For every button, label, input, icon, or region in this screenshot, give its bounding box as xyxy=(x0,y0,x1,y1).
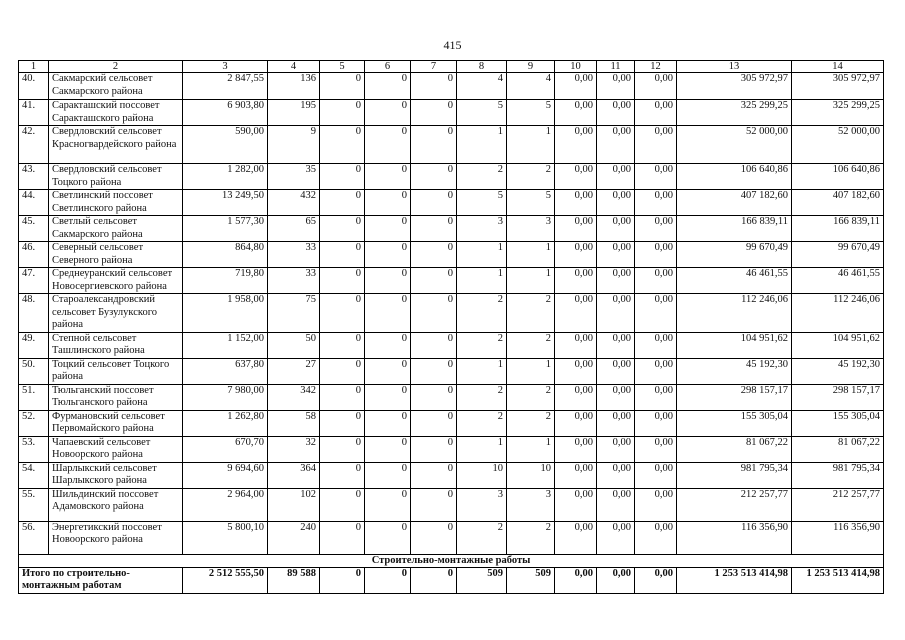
cell-c13: 45 192,30 xyxy=(677,358,792,384)
cell-c11: 0,00 xyxy=(597,410,635,436)
cell-c14: 81 067,22 xyxy=(792,436,884,462)
cell-c13: 212 257,77 xyxy=(677,488,792,521)
cell-c3: 864,80 xyxy=(183,242,268,268)
municipality-name: Фурмановский сельсовет Первомайского района xyxy=(49,410,183,436)
cell-c12: 0,00 xyxy=(635,332,677,358)
page-number: 415 xyxy=(443,38,462,52)
cell-c9: 4 xyxy=(507,73,555,100)
table-row xyxy=(19,436,884,462)
cell-c5: 0 xyxy=(320,384,365,410)
table-row xyxy=(19,100,884,126)
total-row xyxy=(19,567,884,593)
cell-c11: 0,00 xyxy=(597,164,635,190)
column-header: 13 xyxy=(677,61,792,73)
municipality-name: Шильдинский поссовет Адамовского района xyxy=(49,488,183,521)
cell-c11: 0,00 xyxy=(597,488,635,521)
cell-c10: 0,00 xyxy=(555,190,597,216)
cell-c10: 0,00 xyxy=(555,216,597,242)
cell-c7: 0 xyxy=(411,294,457,333)
cell-c13: 116 356,90 xyxy=(677,521,792,554)
cell-c12: 0,00 xyxy=(635,216,677,242)
cell-c14: 104 951,62 xyxy=(792,332,884,358)
cell-c11: 0,00 xyxy=(597,462,635,488)
column-header: 2 xyxy=(49,61,183,73)
cell-c4: 342 xyxy=(268,384,320,410)
cell-c13: 325 299,25 xyxy=(677,100,792,126)
cell-c10: 0,00 xyxy=(555,358,597,384)
cell-c5: 0 xyxy=(320,190,365,216)
municipality-name: Свердловский сельсовет Тоцкого района xyxy=(49,164,183,190)
cell-c6: 0 xyxy=(365,242,411,268)
cell-c10: 0,00 xyxy=(555,242,597,268)
cell-c10: 0,00 xyxy=(555,164,597,190)
cell-c11: 0,00 xyxy=(597,126,635,164)
cell-c5: 0 xyxy=(320,216,365,242)
cell-c10: 0,00 xyxy=(555,73,597,100)
cell-c12: 0,00 xyxy=(635,358,677,384)
cell-c7: 0 xyxy=(411,268,457,294)
total-cell-c5: 0 xyxy=(320,567,365,593)
cell-c14: 981 795,34 xyxy=(792,462,884,488)
cell-c9: 5 xyxy=(507,190,555,216)
cell-c5: 0 xyxy=(320,410,365,436)
cell-c8: 1 xyxy=(457,268,507,294)
cell-c5: 0 xyxy=(320,126,365,164)
cell-c13: 298 157,17 xyxy=(677,384,792,410)
data-table xyxy=(18,60,884,594)
cell-c3: 1 958,00 xyxy=(183,294,268,333)
cell-c8: 10 xyxy=(457,462,507,488)
cell-c8: 2 xyxy=(457,384,507,410)
total-cell-c11: 0,00 xyxy=(597,567,635,593)
cell-c11: 0,00 xyxy=(597,436,635,462)
cell-c14: 212 257,77 xyxy=(792,488,884,521)
cell-c13: 407 182,60 xyxy=(677,190,792,216)
cell-c11: 0,00 xyxy=(597,216,635,242)
cell-c5: 0 xyxy=(320,358,365,384)
cell-c7: 0 xyxy=(411,100,457,126)
cell-c13: 46 461,55 xyxy=(677,268,792,294)
cell-c3: 7 980,00 xyxy=(183,384,268,410)
column-header: 5 xyxy=(320,61,365,73)
row-number: 49. xyxy=(19,332,49,358)
total-cell-c10: 0,00 xyxy=(555,567,597,593)
cell-c6: 0 xyxy=(365,410,411,436)
cell-c3: 590,00 xyxy=(183,126,268,164)
cell-c11: 0,00 xyxy=(597,332,635,358)
total-cell-c8: 509 xyxy=(457,567,507,593)
column-header: 11 xyxy=(597,61,635,73)
cell-c11: 0,00 xyxy=(597,190,635,216)
cell-c4: 50 xyxy=(268,332,320,358)
cell-c4: 364 xyxy=(268,462,320,488)
cell-c9: 10 xyxy=(507,462,555,488)
municipality-name: Светлый сельсовет Сакмарского района xyxy=(49,216,183,242)
cell-c4: 9 xyxy=(268,126,320,164)
cell-c3: 637,80 xyxy=(183,358,268,384)
column-header: 7 xyxy=(411,61,457,73)
cell-c7: 0 xyxy=(411,190,457,216)
cell-c5: 0 xyxy=(320,294,365,333)
cell-c7: 0 xyxy=(411,521,457,554)
cell-c8: 2 xyxy=(457,294,507,333)
cell-c9: 3 xyxy=(507,216,555,242)
column-header: 1 xyxy=(19,61,49,73)
cell-c13: 104 951,62 xyxy=(677,332,792,358)
cell-c12: 0,00 xyxy=(635,521,677,554)
row-number: 48. xyxy=(19,294,49,333)
cell-c9: 2 xyxy=(507,164,555,190)
cell-c4: 240 xyxy=(268,521,320,554)
column-header: 8 xyxy=(457,61,507,73)
cell-c8: 5 xyxy=(457,190,507,216)
cell-c14: 325 299,25 xyxy=(792,100,884,126)
cell-c9: 2 xyxy=(507,384,555,410)
cell-c14: 52 000,00 xyxy=(792,126,884,164)
total-cell-c3: 2 512 555,50 xyxy=(183,567,268,593)
row-number: 46. xyxy=(19,242,49,268)
cell-c4: 195 xyxy=(268,100,320,126)
cell-c7: 0 xyxy=(411,242,457,268)
municipality-name: Светлинский поссовет Светлинского района xyxy=(49,190,183,216)
cell-c3: 5 800,10 xyxy=(183,521,268,554)
cell-c14: 112 246,06 xyxy=(792,294,884,333)
cell-c6: 0 xyxy=(365,436,411,462)
cell-c7: 0 xyxy=(411,384,457,410)
cell-c10: 0,00 xyxy=(555,462,597,488)
cell-c14: 298 157,17 xyxy=(792,384,884,410)
total-cell-c13: 1 253 513 414,98 xyxy=(677,567,792,593)
table-row xyxy=(19,164,884,190)
cell-c7: 0 xyxy=(411,436,457,462)
table-row xyxy=(19,73,884,100)
cell-c8: 1 xyxy=(457,358,507,384)
cell-c8: 2 xyxy=(457,521,507,554)
table-row xyxy=(19,462,884,488)
table-row xyxy=(19,242,884,268)
total-cell-c6: 0 xyxy=(365,567,411,593)
cell-c3: 6 903,80 xyxy=(183,100,268,126)
table-row xyxy=(19,332,884,358)
cell-c4: 27 xyxy=(268,358,320,384)
cell-c10: 0,00 xyxy=(555,436,597,462)
cell-c8: 2 xyxy=(457,332,507,358)
cell-c4: 58 xyxy=(268,410,320,436)
cell-c12: 0,00 xyxy=(635,73,677,100)
cell-c9: 2 xyxy=(507,332,555,358)
cell-c4: 102 xyxy=(268,488,320,521)
municipality-name: Среднеуранский сельсовет Новосергиевского района xyxy=(49,268,183,294)
cell-c12: 0,00 xyxy=(635,190,677,216)
cell-c11: 0,00 xyxy=(597,73,635,100)
cell-c8: 1 xyxy=(457,242,507,268)
cell-c13: 52 000,00 xyxy=(677,126,792,164)
cell-c13: 166 839,11 xyxy=(677,216,792,242)
table-row xyxy=(19,216,884,242)
cell-c8: 3 xyxy=(457,488,507,521)
cell-c3: 2 964,00 xyxy=(183,488,268,521)
cell-c7: 0 xyxy=(411,216,457,242)
cell-c6: 0 xyxy=(365,488,411,521)
table-row xyxy=(19,268,884,294)
cell-c3: 1 577,30 xyxy=(183,216,268,242)
cell-c12: 0,00 xyxy=(635,164,677,190)
row-number: 52. xyxy=(19,410,49,436)
column-header: 9 xyxy=(507,61,555,73)
cell-c14: 155 305,04 xyxy=(792,410,884,436)
row-number: 51. xyxy=(19,384,49,410)
cell-c12: 0,00 xyxy=(635,436,677,462)
cell-c4: 136 xyxy=(268,73,320,100)
total-cell-c12: 0,00 xyxy=(635,567,677,593)
row-number: 40. xyxy=(19,73,49,100)
column-header: 14 xyxy=(792,61,884,73)
cell-c5: 0 xyxy=(320,436,365,462)
cell-c12: 0,00 xyxy=(635,410,677,436)
cell-c12: 0,00 xyxy=(635,462,677,488)
cell-c9: 3 xyxy=(507,488,555,521)
cell-c4: 65 xyxy=(268,216,320,242)
cell-c13: 112 246,06 xyxy=(677,294,792,333)
municipality-name: Энергетикский поссовет Новоорского района xyxy=(49,521,183,554)
row-number: 45. xyxy=(19,216,49,242)
total-cell-c9: 509 xyxy=(507,567,555,593)
cell-c14: 166 839,11 xyxy=(792,216,884,242)
cell-c3: 2 847,55 xyxy=(183,73,268,100)
cell-c8: 2 xyxy=(457,164,507,190)
cell-c7: 0 xyxy=(411,410,457,436)
cell-c6: 0 xyxy=(365,100,411,126)
cell-c14: 407 182,60 xyxy=(792,190,884,216)
cell-c5: 0 xyxy=(320,521,365,554)
cell-c8: 1 xyxy=(457,126,507,164)
cell-c5: 0 xyxy=(320,73,365,100)
municipality-name: Степной сельсовет Ташлинского района xyxy=(49,332,183,358)
row-number: 47. xyxy=(19,268,49,294)
total-cell-c4: 89 588 xyxy=(268,567,320,593)
cell-c11: 0,00 xyxy=(597,358,635,384)
table-row xyxy=(19,488,884,521)
table-row xyxy=(19,410,884,436)
cell-c5: 0 xyxy=(320,242,365,268)
cell-c9: 1 xyxy=(507,242,555,268)
cell-c9: 2 xyxy=(507,521,555,554)
cell-c4: 33 xyxy=(268,268,320,294)
cell-c13: 106 640,86 xyxy=(677,164,792,190)
cell-c9: 5 xyxy=(507,100,555,126)
cell-c9: 2 xyxy=(507,410,555,436)
cell-c7: 0 xyxy=(411,488,457,521)
municipality-name: Тюльганский поссовет Тюльганского района xyxy=(49,384,183,410)
row-number: 55. xyxy=(19,488,49,521)
table-row xyxy=(19,126,884,164)
cell-c11: 0,00 xyxy=(597,100,635,126)
cell-c6: 0 xyxy=(365,190,411,216)
row-number: 44. xyxy=(19,190,49,216)
cell-c9: 1 xyxy=(507,268,555,294)
cell-c7: 0 xyxy=(411,462,457,488)
cell-c14: 305 972,97 xyxy=(792,73,884,100)
table-row xyxy=(19,384,884,410)
cell-c12: 0,00 xyxy=(635,100,677,126)
cell-c7: 0 xyxy=(411,73,457,100)
municipality-name: Северный сельсовет Северного района xyxy=(49,242,183,268)
section-row xyxy=(19,554,884,567)
cell-c12: 0,00 xyxy=(635,242,677,268)
municipality-name: Саракташский поссовет Саракташского района xyxy=(49,100,183,126)
cell-c6: 0 xyxy=(365,462,411,488)
cell-c6: 0 xyxy=(365,164,411,190)
cell-c11: 0,00 xyxy=(597,268,635,294)
cell-c14: 45 192,30 xyxy=(792,358,884,384)
table-row xyxy=(19,190,884,216)
column-number-row xyxy=(19,61,884,73)
cell-c5: 0 xyxy=(320,164,365,190)
cell-c6: 0 xyxy=(365,73,411,100)
cell-c11: 0,00 xyxy=(597,521,635,554)
cell-c10: 0,00 xyxy=(555,521,597,554)
cell-c12: 0,00 xyxy=(635,126,677,164)
municipality-name: Тоцкий сельсовет Тоцкого района xyxy=(49,358,183,384)
cell-c3: 1 152,00 xyxy=(183,332,268,358)
cell-c8: 5 xyxy=(457,100,507,126)
row-number: 41. xyxy=(19,100,49,126)
cell-c7: 0 xyxy=(411,332,457,358)
row-number: 53. xyxy=(19,436,49,462)
cell-c4: 35 xyxy=(268,164,320,190)
cell-c13: 305 972,97 xyxy=(677,73,792,100)
cell-c10: 0,00 xyxy=(555,384,597,410)
column-header: 12 xyxy=(635,61,677,73)
cell-c12: 0,00 xyxy=(635,268,677,294)
row-number: 56. xyxy=(19,521,49,554)
cell-c12: 0,00 xyxy=(635,294,677,333)
cell-c9: 2 xyxy=(507,294,555,333)
cell-c6: 0 xyxy=(365,126,411,164)
cell-c14: 99 670,49 xyxy=(792,242,884,268)
row-number: 54. xyxy=(19,462,49,488)
cell-c9: 1 xyxy=(507,126,555,164)
column-header: 6 xyxy=(365,61,411,73)
cell-c10: 0,00 xyxy=(555,488,597,521)
cell-c5: 0 xyxy=(320,462,365,488)
municipality-name: Свердловский сельсовет Красногвардейского района xyxy=(49,126,183,164)
cell-c3: 1 282,00 xyxy=(183,164,268,190)
municipality-name: Чапаевский сельсовет Новоорского района xyxy=(49,436,183,462)
municipality-name: Шарлыкский сельсовет Шарлыкского района xyxy=(49,462,183,488)
column-header: 3 xyxy=(183,61,268,73)
cell-c12: 0,00 xyxy=(635,488,677,521)
cell-c10: 0,00 xyxy=(555,410,597,436)
cell-c5: 0 xyxy=(320,100,365,126)
cell-c3: 1 262,80 xyxy=(183,410,268,436)
cell-c5: 0 xyxy=(320,488,365,521)
cell-c11: 0,00 xyxy=(597,294,635,333)
municipality-name: Сакмарский сельсовет Сакмарского района xyxy=(49,73,183,100)
cell-c13: 155 305,04 xyxy=(677,410,792,436)
cell-c13: 99 670,49 xyxy=(677,242,792,268)
cell-c10: 0,00 xyxy=(555,126,597,164)
cell-c7: 0 xyxy=(411,358,457,384)
row-number: 42. xyxy=(19,126,49,164)
cell-c9: 1 xyxy=(507,436,555,462)
section-title: Строительно-монтажные работы xyxy=(19,554,884,567)
cell-c6: 0 xyxy=(365,332,411,358)
cell-c13: 81 067,22 xyxy=(677,436,792,462)
cell-c10: 0,00 xyxy=(555,100,597,126)
total-cell-c14: 1 253 513 414,98 xyxy=(792,567,884,593)
cell-c8: 2 xyxy=(457,410,507,436)
cell-c4: 33 xyxy=(268,242,320,268)
cell-c10: 0,00 xyxy=(555,294,597,333)
cell-c14: 46 461,55 xyxy=(792,268,884,294)
cell-c3: 719,80 xyxy=(183,268,268,294)
cell-c4: 432 xyxy=(268,190,320,216)
total-label: Итого по строительно-монтажным работам xyxy=(19,567,183,593)
cell-c7: 0 xyxy=(411,126,457,164)
cell-c11: 0,00 xyxy=(597,242,635,268)
cell-c14: 116 356,90 xyxy=(792,521,884,554)
cell-c4: 32 xyxy=(268,436,320,462)
cell-c3: 13 249,50 xyxy=(183,190,268,216)
cell-c11: 0,00 xyxy=(597,384,635,410)
total-cell-c7: 0 xyxy=(411,567,457,593)
table-row xyxy=(19,294,884,333)
row-number: 50. xyxy=(19,358,49,384)
row-number: 43. xyxy=(19,164,49,190)
cell-c6: 0 xyxy=(365,294,411,333)
column-header: 10 xyxy=(555,61,597,73)
cell-c10: 0,00 xyxy=(555,332,597,358)
cell-c12: 0,00 xyxy=(635,384,677,410)
cell-c4: 75 xyxy=(268,294,320,333)
cell-c9: 1 xyxy=(507,358,555,384)
municipality-name: Староалександровский сельсовет Бузулукского района xyxy=(49,294,183,333)
cell-c14: 106 640,86 xyxy=(792,164,884,190)
cell-c3: 9 694,60 xyxy=(183,462,268,488)
cell-c6: 0 xyxy=(365,216,411,242)
cell-c6: 0 xyxy=(365,384,411,410)
cell-c8: 4 xyxy=(457,73,507,100)
cell-c5: 0 xyxy=(320,268,365,294)
table-row xyxy=(19,521,884,554)
cell-c6: 0 xyxy=(365,521,411,554)
cell-c10: 0,00 xyxy=(555,268,597,294)
table-row xyxy=(19,358,884,384)
cell-c8: 3 xyxy=(457,216,507,242)
cell-c5: 0 xyxy=(320,332,365,358)
cell-c6: 0 xyxy=(365,358,411,384)
cell-c13: 981 795,34 xyxy=(677,462,792,488)
cell-c8: 1 xyxy=(457,436,507,462)
cell-c6: 0 xyxy=(365,268,411,294)
cell-c7: 0 xyxy=(411,164,457,190)
cell-c3: 670,70 xyxy=(183,436,268,462)
column-header: 4 xyxy=(268,61,320,73)
